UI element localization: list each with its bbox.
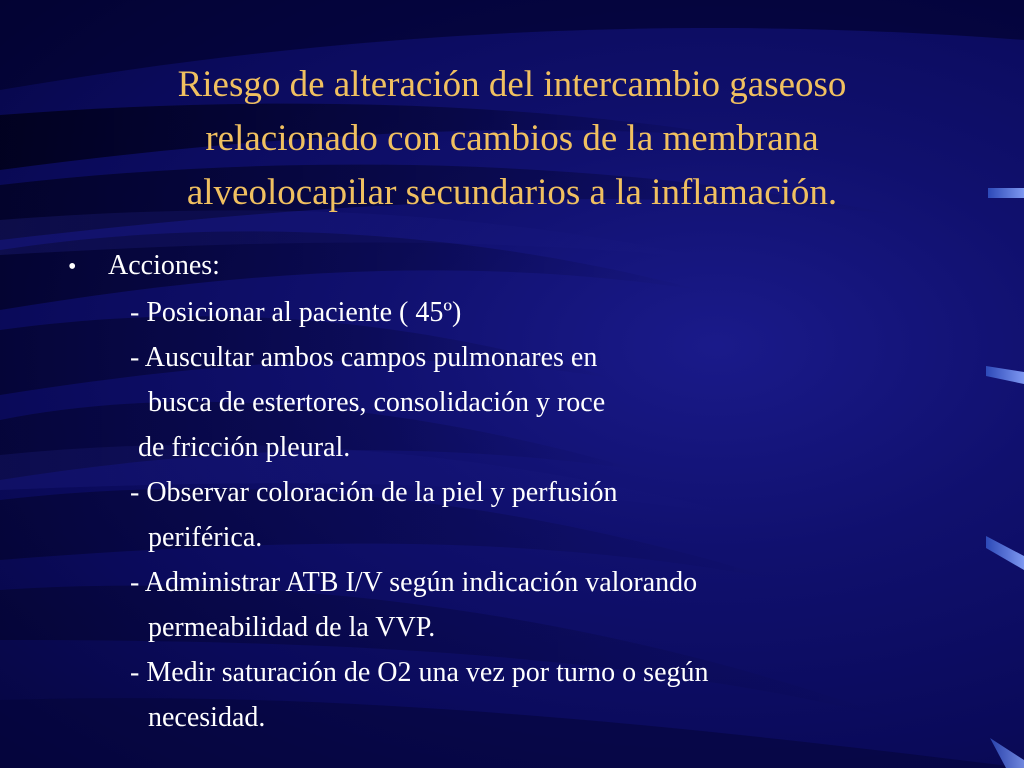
- action-line: - Medir saturación de O2 una vez por turno o según: [130, 657, 709, 688]
- title-line: alveolocapilar secundarios a la inflamación.: [186, 172, 838, 213]
- slide-title: [40, 58, 984, 220]
- bullet-heading: Acciones:: [108, 250, 220, 281]
- action-line: - Auscultar ambos campos pulmonares en: [130, 342, 598, 373]
- action-line-continuation: necesidad.: [148, 702, 266, 733]
- action-line-continuation: permeabilidad de la VVP.: [148, 612, 436, 643]
- bullet-item: [68, 243, 968, 290]
- title-line: Riesgo de alteración del intercambio gaseoso: [177, 64, 847, 105]
- action-line: - Posicionar al paciente ( 45º): [130, 297, 462, 328]
- title-line: relacionado con cambios de la membrana: [205, 118, 819, 159]
- bullet-dot: •: [68, 254, 77, 280]
- bullet-list: [68, 243, 968, 740]
- action-line-continuation: periférica.: [148, 522, 263, 553]
- action-line-continuation: busca de estertores, consolidación y roce: [148, 387, 606, 418]
- action-line: - Observar coloración de la piel y perfusión: [130, 477, 618, 508]
- action-line: - Administrar ATB I/V según indicación valorando: [130, 567, 698, 598]
- side-marks: [986, 188, 1024, 768]
- action-line-continuation: de fricción pleural.: [138, 432, 351, 463]
